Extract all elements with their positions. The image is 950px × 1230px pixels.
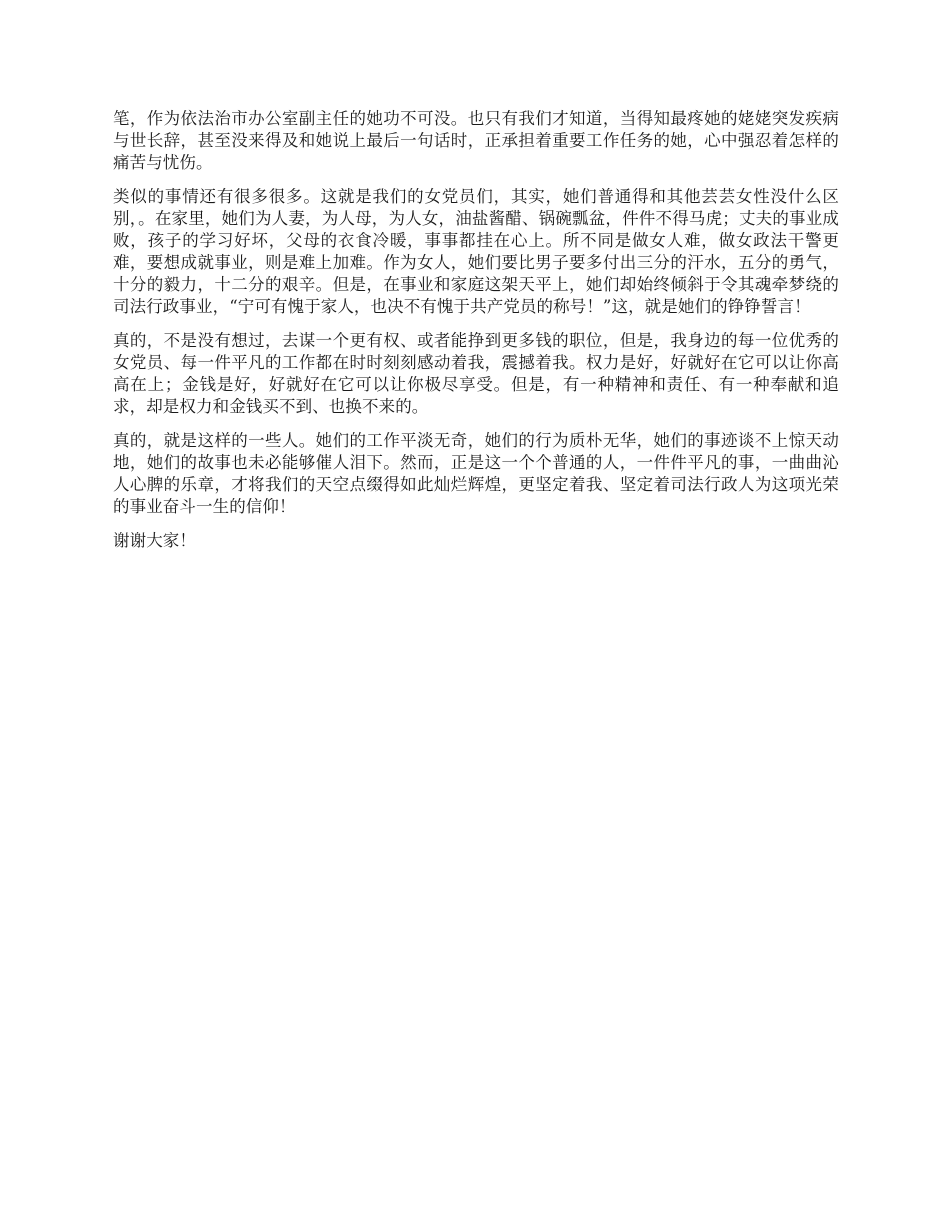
paragraph-2: 类似的事情还有很多很多。这就是我们的女党员们，其实，她们普通得和其他芸芸女性没什么区别，。在家里，她们为人妻，为人母，为人女，油盐酱醋、锅碗瓢盆，件件不得马虎；丈夫的事业成败，孩子的学习好坏，父母的衣食冷暖，事事都挂在心上。所不同是做女人难，做女政法干警更难，要想成就事业，则是难上加难。作为女人，她们要比男子要多付出三分的汗水，五分的勇气，十分的毅力，十二分的艰辛。但是，在事业和家庭这架天平上，她们却始终倾斜于令其魂牵梦绕的司法行政事业，“宁可有愧于家人，也决不有愧于共产党员的称号！”这，就是她们的铮铮誓言！ — [113, 187, 839, 316]
paragraph-4: 真的，就是这样的一些人。她们的工作平淡无奇，她们的行为质朴无华，她们的事迹谈不上惊天动地，她们的故事也未必能够催人泪下。然而，正是这一个个普通的人，一件件平凡的事，一曲曲沁人心脾的乐章，才将我们的天空点缀得如此灿烂辉煌，更坚定着我、坚定着司法行政人为这项光荣的事业奋斗一生的信仰！ — [113, 431, 839, 516]
paragraph-1: 笔，作为依法治市办公室副主任的她功不可没。也只有我们才知道，当得知最疼她的姥姥突发疾病与世长辞，甚至没来得及和她说上最后一句话时，正承担着重要工作任务的她，心中强忍着怎样的痛苦与忧伤。 — [113, 109, 839, 172]
paragraph-3: 真的，不是没有想过，去谋一个更有权、或者能挣到更多钱的职位，但是，我身边的每一位优秀的女党员、每一件平凡的工作都在时时刻刻感动着我，震撼着我。权力是好，好就好在它可以让你高高在上；金钱是好，好就好在它可以让你极尽享受。但是，有一种精神和责任、有一种奉献和追求，却是权力和金钱买不到、也换不来的。 — [113, 331, 839, 416]
closing-line: 谢谢大家！ — [113, 531, 196, 550]
document-page — [113, 108, 839, 564]
